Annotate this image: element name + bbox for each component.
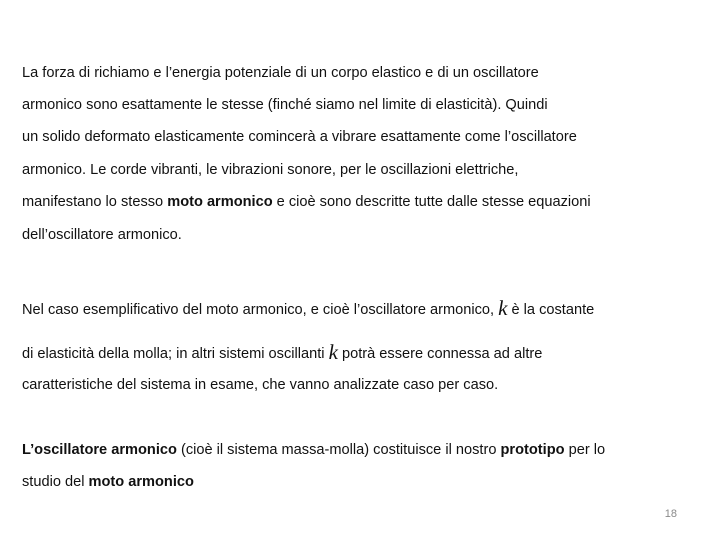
k-symbol: k [328,340,338,364]
paragraph3-line1-after: per lo [564,442,606,458]
paragraph1-line2: armonico sono esattamente le stesse (finché siamo nel limite di elasticità). Quindi [22,97,548,113]
paragraph1-line6: dell’oscillatore armonico. [22,227,182,243]
paragraph1-line3: un solido deformato elasticamente comincerà a vibrare esattamente come l’oscillatore [22,129,577,145]
paragraph3-line2-before: studio del [22,474,89,490]
paragraph1-line5-before: manifestano lo stesso [22,194,168,210]
paragraph1-line4: armonico. Le corde vibranti, le vibrazioni sonore, per le oscillazioni elettriche, [22,162,519,178]
moto-armonico-bold-2: moto armonico [88,474,194,490]
paragraph3-line1 [22,441,605,459]
paragraph2-line2-after: potrà essere connessa ad altre [337,346,543,362]
paragraph2-line2 [22,342,542,363]
moto-armonico-bold: moto armonico [167,194,273,210]
paragraph2-line2-before: di elasticità della molla; in altri sistemi oscillanti [22,346,329,362]
page-number: 18 [664,508,677,520]
paragraph2-line1-after: è la costante [507,302,595,318]
paragraph2-line1 [22,298,594,319]
paragraph3-line1-mid: (cioè il sistema massa-molla) costituisce il nostro [176,442,501,458]
paragraph2-line1-before: Nel caso esemplificativo del moto armonico, e cioè l’oscillatore armonico, [22,302,499,318]
paragraph1-line5 [22,193,591,211]
paragraph2-line3: caratteristiche del sistema in esame, che vanno analizzate caso per caso. [22,377,499,393]
k-symbol: k [498,296,508,320]
paragraph1-line1: La forza di richiamo e l’energia potenziale di un corpo elastico e di un oscillatore [22,65,539,81]
paragraph3-line2 [22,473,194,491]
oscillatore-armonico-bold: L’oscillatore armonico [22,442,177,458]
paragraph1-line5-after: e cioè sono descritte tutte dalle stesse equazioni [272,194,591,210]
prototipo-bold: prototipo [500,442,565,458]
